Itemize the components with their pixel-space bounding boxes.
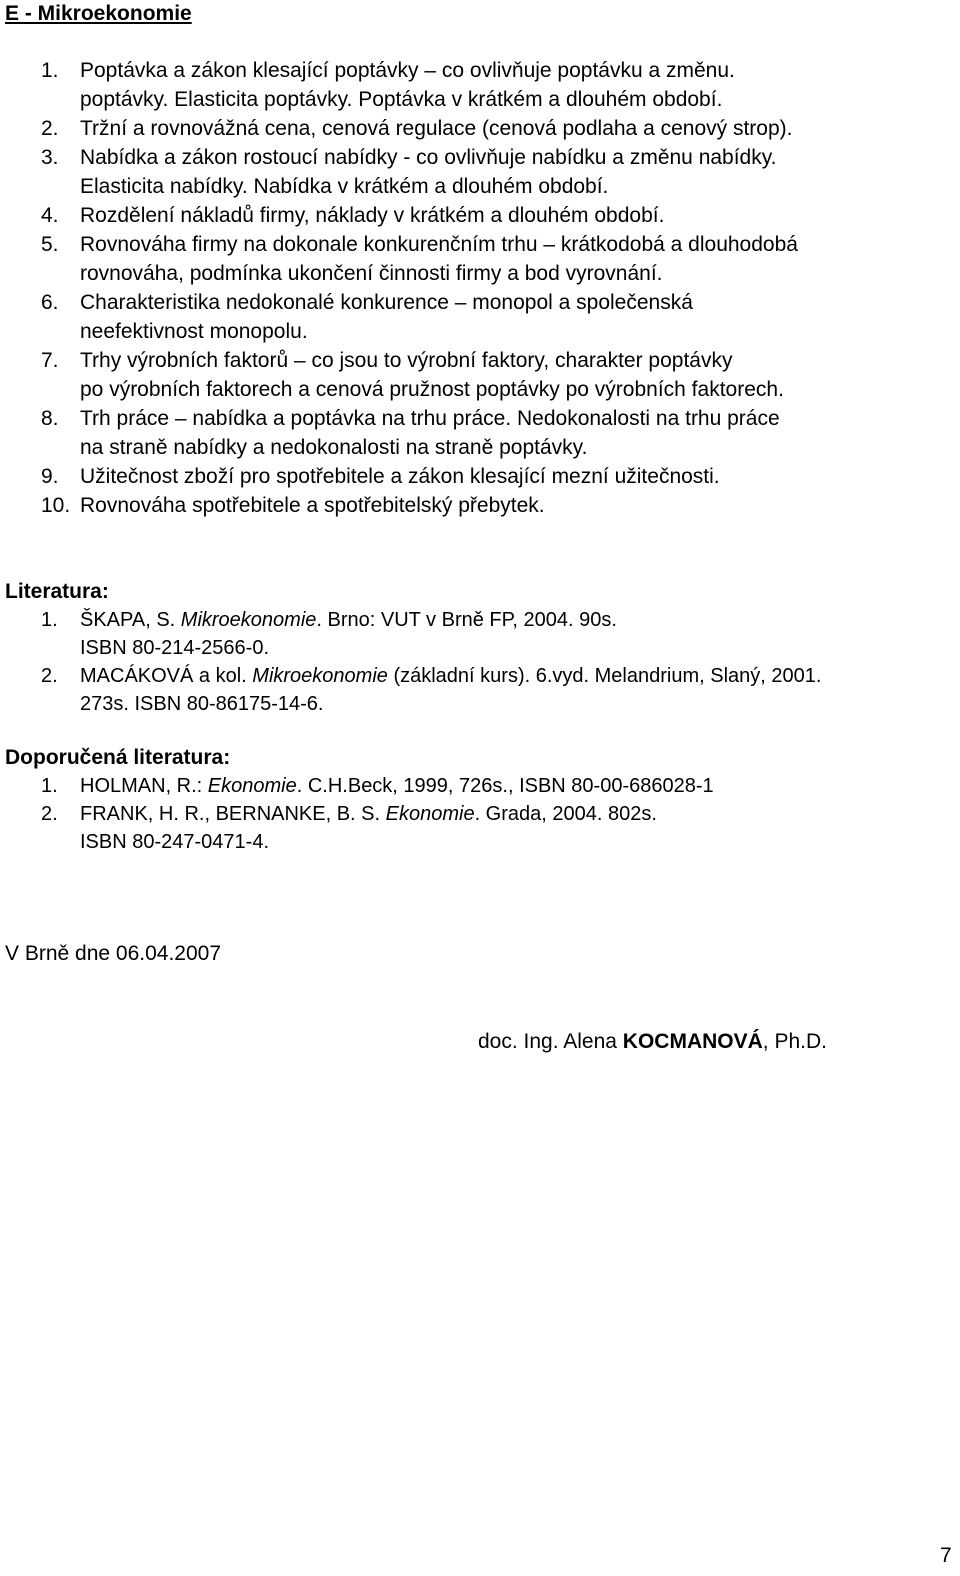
literatura-heading: Literatura: <box>5 580 109 603</box>
reference-details: . Grada, 2004. 802s. <box>474 803 657 825</box>
topic-line: Užitečnost zboží pro spotřebitele a zákon klesající mezní užitečnosti. <box>80 465 720 488</box>
reference-title: Mikroekonomie <box>252 665 388 687</box>
reference-item <box>0 606 960 662</box>
topic-item <box>0 56 960 114</box>
topic-number: 4. <box>41 204 59 227</box>
reference-title: Ekonomie <box>207 775 297 797</box>
topic-line: Trh práce – nabídka a poptávka na trhu práce. Nedokonalosti na trhu práce <box>80 407 780 430</box>
topic-line: Rovnováha firmy na dokonale konkurenčním trhu – krátkodobá a dlouhodobá <box>80 233 798 256</box>
reference-author: MACÁKOVÁ a kol. <box>80 665 253 687</box>
reference-line-2: ISBN 80-214-2566-0. <box>80 637 270 659</box>
topic-number: 6. <box>41 291 59 314</box>
date-line: V Brně dne 06.04.2007 <box>5 942 222 965</box>
doporucena-list <box>0 772 960 856</box>
topic-line: Trhy výrobních faktorů – co jsou to výrobní faktory, charakter poptávky <box>80 349 733 372</box>
topic-line: Elasticita nabídky. Nabídka v krátkém a dlouhém období. <box>80 175 609 198</box>
doporucena-heading: Doporučená literatura: <box>5 746 231 769</box>
topic-item <box>0 143 960 201</box>
topic-item <box>0 288 960 346</box>
topic-number: 9. <box>41 465 59 488</box>
reference-author: HOLMAN, R.: <box>80 775 208 797</box>
reference-line-2: 273s. ISBN 80-86175-14-6. <box>80 693 324 715</box>
signature-surname: KOCMANOVÁ <box>622 1030 763 1053</box>
topic-number: 1. <box>41 59 59 82</box>
topic-number: 3. <box>41 146 59 169</box>
reference-line <box>80 800 960 828</box>
literatura-list <box>0 606 960 718</box>
topic-line: rovnováha, podmínka ukončení činnosti firmy a bod vyrovnání. <box>80 262 663 285</box>
topic-line: Charakteristika nedokonalé konkurence – monopol a společenská <box>80 291 693 314</box>
reference-title: Ekonomie <box>385 803 475 825</box>
reference-author: FRANK, H. R., BERNANKE, B. S. <box>80 803 386 825</box>
page-heading: E - Mikroekonomie <box>5 2 192 25</box>
reference-item <box>0 772 960 800</box>
topic-item <box>0 404 960 462</box>
topic-number: 5. <box>41 233 59 256</box>
topic-list <box>0 56 960 520</box>
topic-line: Rozdělení nákladů firmy, náklady v krátkém a dlouhém období. <box>80 204 665 227</box>
topic-line: neefektivnost monopolu. <box>80 320 308 343</box>
topic-line: Tržní a rovnovážná cena, cenová regulace (cenová podlaha a cenový strop). <box>80 117 793 140</box>
reference-number: 2. <box>41 665 58 687</box>
reference-line <box>80 662 960 690</box>
reference-item <box>0 800 960 856</box>
reference-details: (základní kurs). 6.vyd. Melandrium, Slaný, 2001. <box>387 665 822 687</box>
topic-number: 2. <box>41 117 59 140</box>
page-number: 7 <box>940 1544 952 1567</box>
reference-number: 1. <box>41 775 58 797</box>
reference-details: . Brno: VUT v Brně FP, 2004. 90s. <box>316 609 617 631</box>
topic-number: 7. <box>41 349 59 372</box>
topic-item <box>0 201 960 230</box>
topic-item <box>0 462 960 491</box>
reference-line <box>80 606 960 634</box>
signature-suffix: , Ph.D. <box>762 1030 827 1053</box>
topic-item <box>0 346 960 404</box>
reference-number: 1. <box>41 609 58 631</box>
topic-item <box>0 230 960 288</box>
signature-prefix: doc. Ing. Alena <box>478 1030 623 1053</box>
topic-line: po výrobních faktorech a cenová pružnost poptávky po výrobních faktorech. <box>80 378 784 401</box>
topic-item <box>0 491 960 520</box>
reference-title: Mikroekonomie <box>180 609 317 631</box>
topic-line: Poptávka a zákon klesající poptávky – co ovlivňuje poptávku a změnu. <box>80 59 735 82</box>
topic-item <box>0 114 960 143</box>
reference-number: 2. <box>41 803 58 825</box>
topic-line: Nabídka a zákon rostoucí nabídky - co ovlivňuje nabídku a změnu nabídky. <box>80 146 777 169</box>
reference-item <box>0 662 960 718</box>
topic-number: 8. <box>41 407 59 430</box>
topic-number: 10. <box>41 494 71 517</box>
topic-line: Rovnováha spotřebitele a spotřebitelský přebytek. <box>80 494 545 517</box>
reference-line-2: ISBN 80-247-0471-4. <box>80 831 270 853</box>
reference-details: . C.H.Beck, 1999, 726s., ISBN 80-00-686028-1 <box>296 775 714 797</box>
topic-line: na straně nabídky a nedokonalosti na straně poptávky. <box>80 436 588 459</box>
signature <box>478 1028 827 1056</box>
topic-line: poptávky. Elasticita poptávky. Poptávka v krátkém a dlouhém období. <box>80 88 723 111</box>
reference-line <box>80 772 960 800</box>
reference-author: ŠKAPA, S. <box>80 609 181 631</box>
